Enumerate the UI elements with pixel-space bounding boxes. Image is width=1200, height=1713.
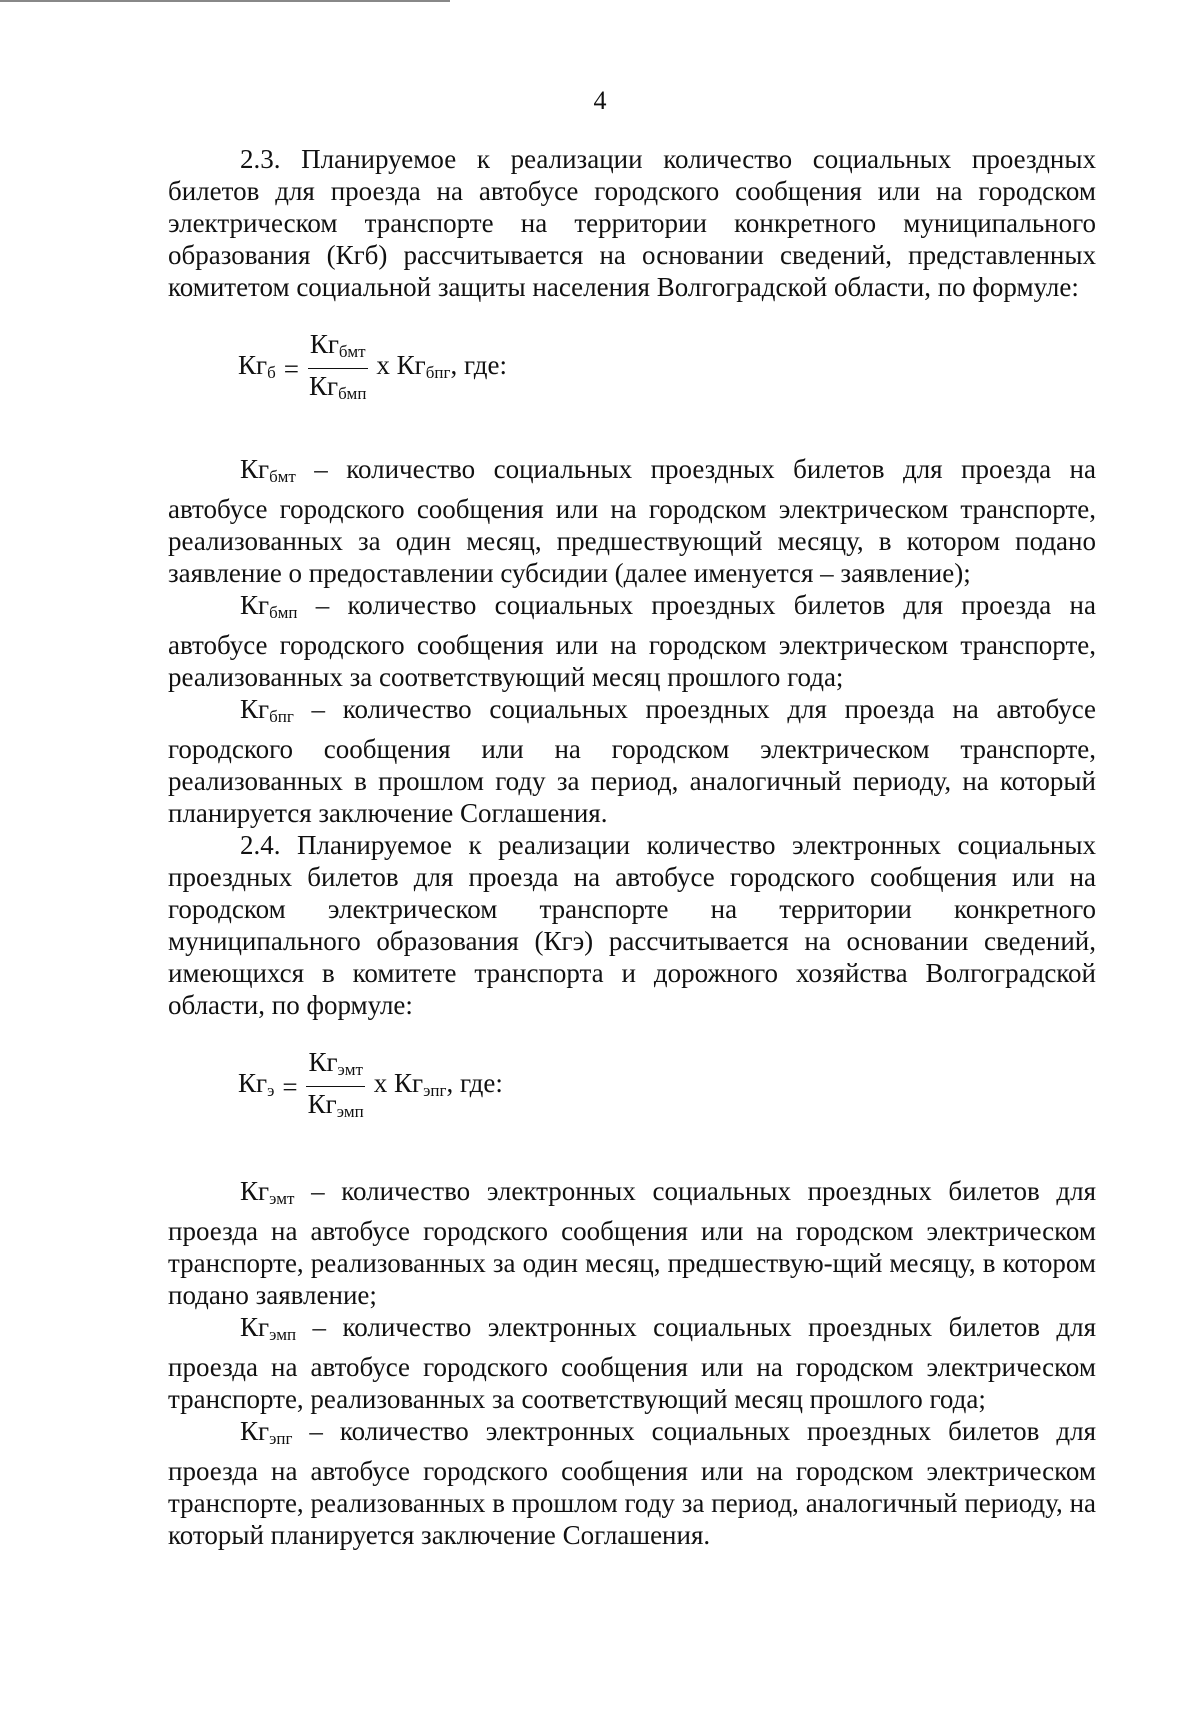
- formula-1-lhs: $Кг_б$: [238, 350, 276, 382]
- definition-kg-emt: $Кг_{эмт}$ – количество электронных социальных проездных билетов для проезда на автобусе городского сообщения или на городском электрическом транспорте, реализованных за один месяц, предшествую-щий месяцу, в котором подано заявление;: [168, 1176, 1096, 1310]
- formula-1-multiplier: х $Кг_{бпг}$, где:: [376, 350, 507, 382]
- formula-1: [168, 329, 1096, 409]
- formula-2-numerator: $Кг_{эмт}$: [306, 1047, 364, 1087]
- definition-kg-emp: $Кг_{эмп}$ – количество электронных социальных проездных билетов для проезда на автобусе городского сообщения или на городском электрическом транспорте, реализованных за соответствующий месяц прошлого года;: [168, 1312, 1096, 1414]
- formula-2: [168, 1047, 1096, 1127]
- definition-kg-bmt: $Кг_{бмт}$ – количество социальных проездных билетов для проезда на автобусе городского сообщения или на городском электрическом транспорте, реализованных за один месяц, предшествующий месяцу, в котором подано заявление о предоставлении субсидии (далее именуется – заявление);: [168, 454, 1096, 588]
- page-number: 4: [593, 86, 607, 115]
- formula-1-denominator: $Кг_{бмп}$: [308, 371, 367, 403]
- formula-1-fraction: [307, 329, 368, 409]
- definition-kg-bmp: $Кг_{бмп}$ – количество социальных проездных билетов для проезда на автобусе городского сообщения или на городском электрическом транспорте, реализованных за соответствующий месяц прошлого года;: [168, 590, 1096, 692]
- formula-1-numerator: $Кг_{бмт}$: [308, 329, 368, 369]
- section-2-3-paragraph: 2.3. Планируемое к реализации количество социальных проездных билетов для проезда на автобусе городского сообщения или на городском электрическом транспорте на территории конкретного муниципального образования (Кгб) рассчитывается на основании сведений, представленных комитетом социальной защиты населения Волгоградской области, по формуле:: [168, 144, 1096, 302]
- formula-2-denominator: $Кг_{эмп}$: [307, 1089, 364, 1121]
- formula-2-equals: =: [282, 1072, 298, 1102]
- formula-2-lhs: $Кг_э$: [238, 1068, 275, 1100]
- formula-2-multiplier: х $Кг_{эпг}$, где:: [373, 1068, 503, 1100]
- formula-2-fraction: [306, 1047, 366, 1127]
- definition-kg-bpg: $Кг_{бпг}$ – количество социальных проездных для проезда на автобусе городского сообщения или на городском электрическом транспорте, реализованных в прошлом году за период, аналогичный периоду, на который планируется заключение Соглашения.: [168, 694, 1096, 828]
- top-scan-rule: [0, 0, 450, 2]
- document-body: [168, 143, 1096, 1551]
- formula-1-equals: =: [283, 354, 299, 384]
- definition-kg-epg: $Кг_{эпг}$ – количество электронных социальных проездных билетов для проезда на автобусе городского сообщения или на городском электрическом транспорте, реализованных в прошлом году за период, аналогичный периоду, на который планируется заключение Соглашения.: [168, 1416, 1096, 1550]
- section-2-4-paragraph: 2.4. Планируемое к реализации количество электронных социальных проездных билетов для проезда на автобусе городского сообщения или на городском электрическом транспорте на территории конкретного муниципального образования (Кгэ) рассчитывается на основании сведений, имеющихся в комитете транспорта и дорожного хозяйства Волгоградской области, по формуле:: [168, 830, 1096, 1020]
